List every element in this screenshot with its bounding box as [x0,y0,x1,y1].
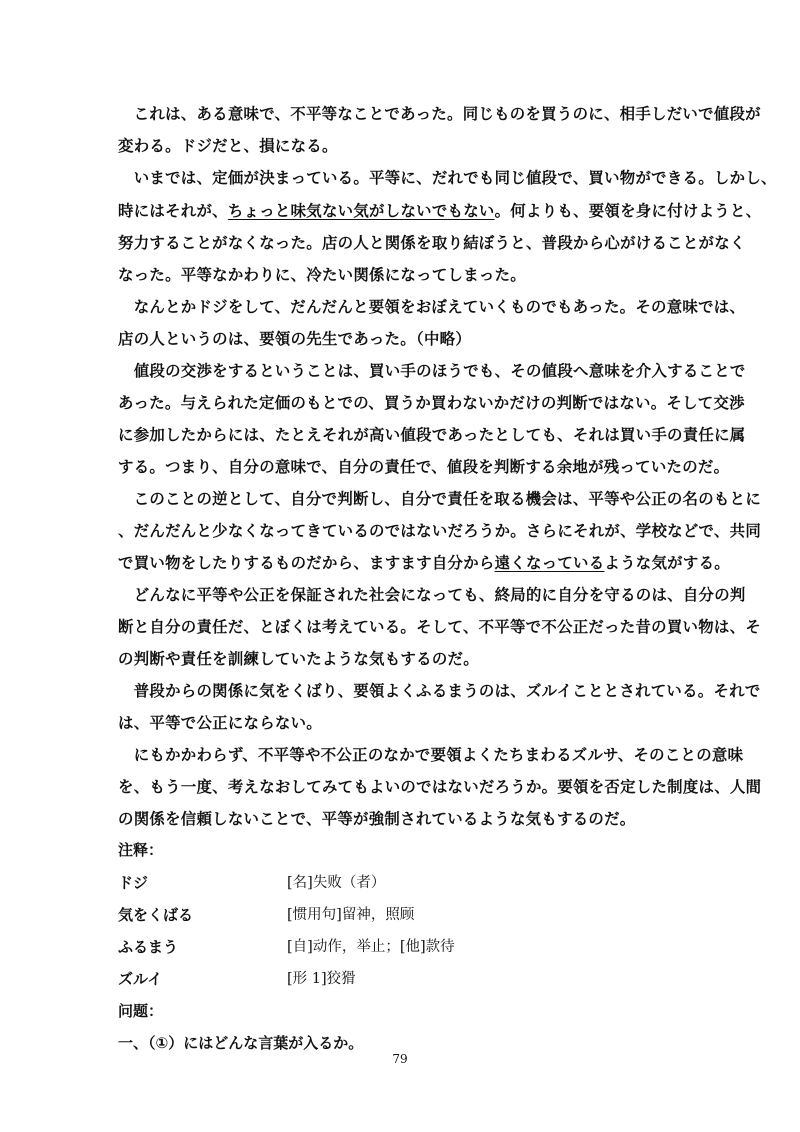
note-definition: [名]失败（者） [287,875,386,891]
text-line: で買い物をしたりするものだから、ますます自分から遠くなっているような気がする。 [118,554,730,572]
underlined-phrase: 遠くなっている [494,554,605,572]
questions-heading: 问题： [118,1002,164,1020]
text-line: このことの逆として、自分で判断し、自分で責任を取る機会は、平等や公正の名のもとに [118,490,762,508]
text-line: なった。平等なかわりに、冷たい関係になってしまった。 [118,266,526,284]
notes-heading: 注释： [118,841,164,859]
text-line: 努力することがなくなった。店の人と関係を取り結ぼうと、普段から心がけることがなく [118,234,746,252]
text-line: 断と自分の責任だ、とぼくは考えている。そして、不平等で不公正だった昔の買い物は、そ [118,618,762,636]
text-line: 変わる。ドジだと、損になる。 [118,137,338,155]
text-line: 店の人というのは、要領の先生であった。（中略） [118,330,472,348]
text-line: これは、ある意味で、不平等なことであった。同じものを買うのに、相手しだいで値段が [118,105,761,123]
text-line: あった。与えられた定価のもとでの、買うか買わないかだけの判断ではない。そして交渉 [118,394,745,412]
text-line: 普段からの関係に気をくばり、要領よくふるまうのは、ズルイこととされている。それで [118,682,761,700]
text-line: する。つまり、自分の意味で、自分の責任で、値段を判断する余地が残っていたのだ。 [118,458,730,476]
note-term: ドジ [118,874,149,892]
note-term: 気をくばる [118,906,194,924]
underlined-phrase: ちょっと味気ない気がしないでもない [227,202,495,220]
text-line: の判断や責任を訓練していたような気もするのだ。 [118,650,479,668]
note-definition: [形 1]狡猾 [287,971,356,987]
note-definition: [惯用句]留神，照顾 [287,907,415,923]
text-line: なんとかドジをして、だんだんと要領をおぼえていくものでもあった。その意味では、 [118,298,746,316]
text-line: にもかかわらず、不平等や不公正のなかで要領よくたちまわるズルサ、そのことの意味 [118,746,744,764]
text-line: に参加したからには、たとえそれが高い値段であったとしても、それは買い手の責任に属 [118,426,746,444]
text-line: 値段の交渉をするということは、買い手のほうでも、その値段へ意味を介入することで [118,362,746,380]
text-line: の関係を信頼しないことで、平等が強制されているような気もするのだ。 [118,810,636,828]
note-term: ズルイ [118,970,163,988]
note-definition: [自]动作，举止；[他]款待 [287,939,455,955]
text-line: を、もう一度、考えなおしてみてもよいのではないだろうか。要領を否定した制度は、人間 [118,778,762,796]
text-line: は、平等で公正にならない。 [118,714,322,732]
question-1: 一、（①）にはどんな言葉が入るか。 [118,1034,364,1052]
text-line: どんなに平等や公正を保証された社会になっても、終局的に自分を守るのは、自分の判 [118,586,746,604]
text-line: いまでは、定価が決まっている。平等に、だれでも同じ値段で、買い物ができる。しかし、 [118,169,777,187]
text-line: 、だんだんと少なくなってきているのではないだろうか。さらにそれが、学校などで、共同 [118,522,762,540]
page-number: 79 [392,1052,408,1066]
text-line: 時にはそれが、ちょっと味気ない気がしないでもない。何よりも、要領を身に付けようと、 [118,202,762,220]
note-term: ふるまう [118,938,179,956]
